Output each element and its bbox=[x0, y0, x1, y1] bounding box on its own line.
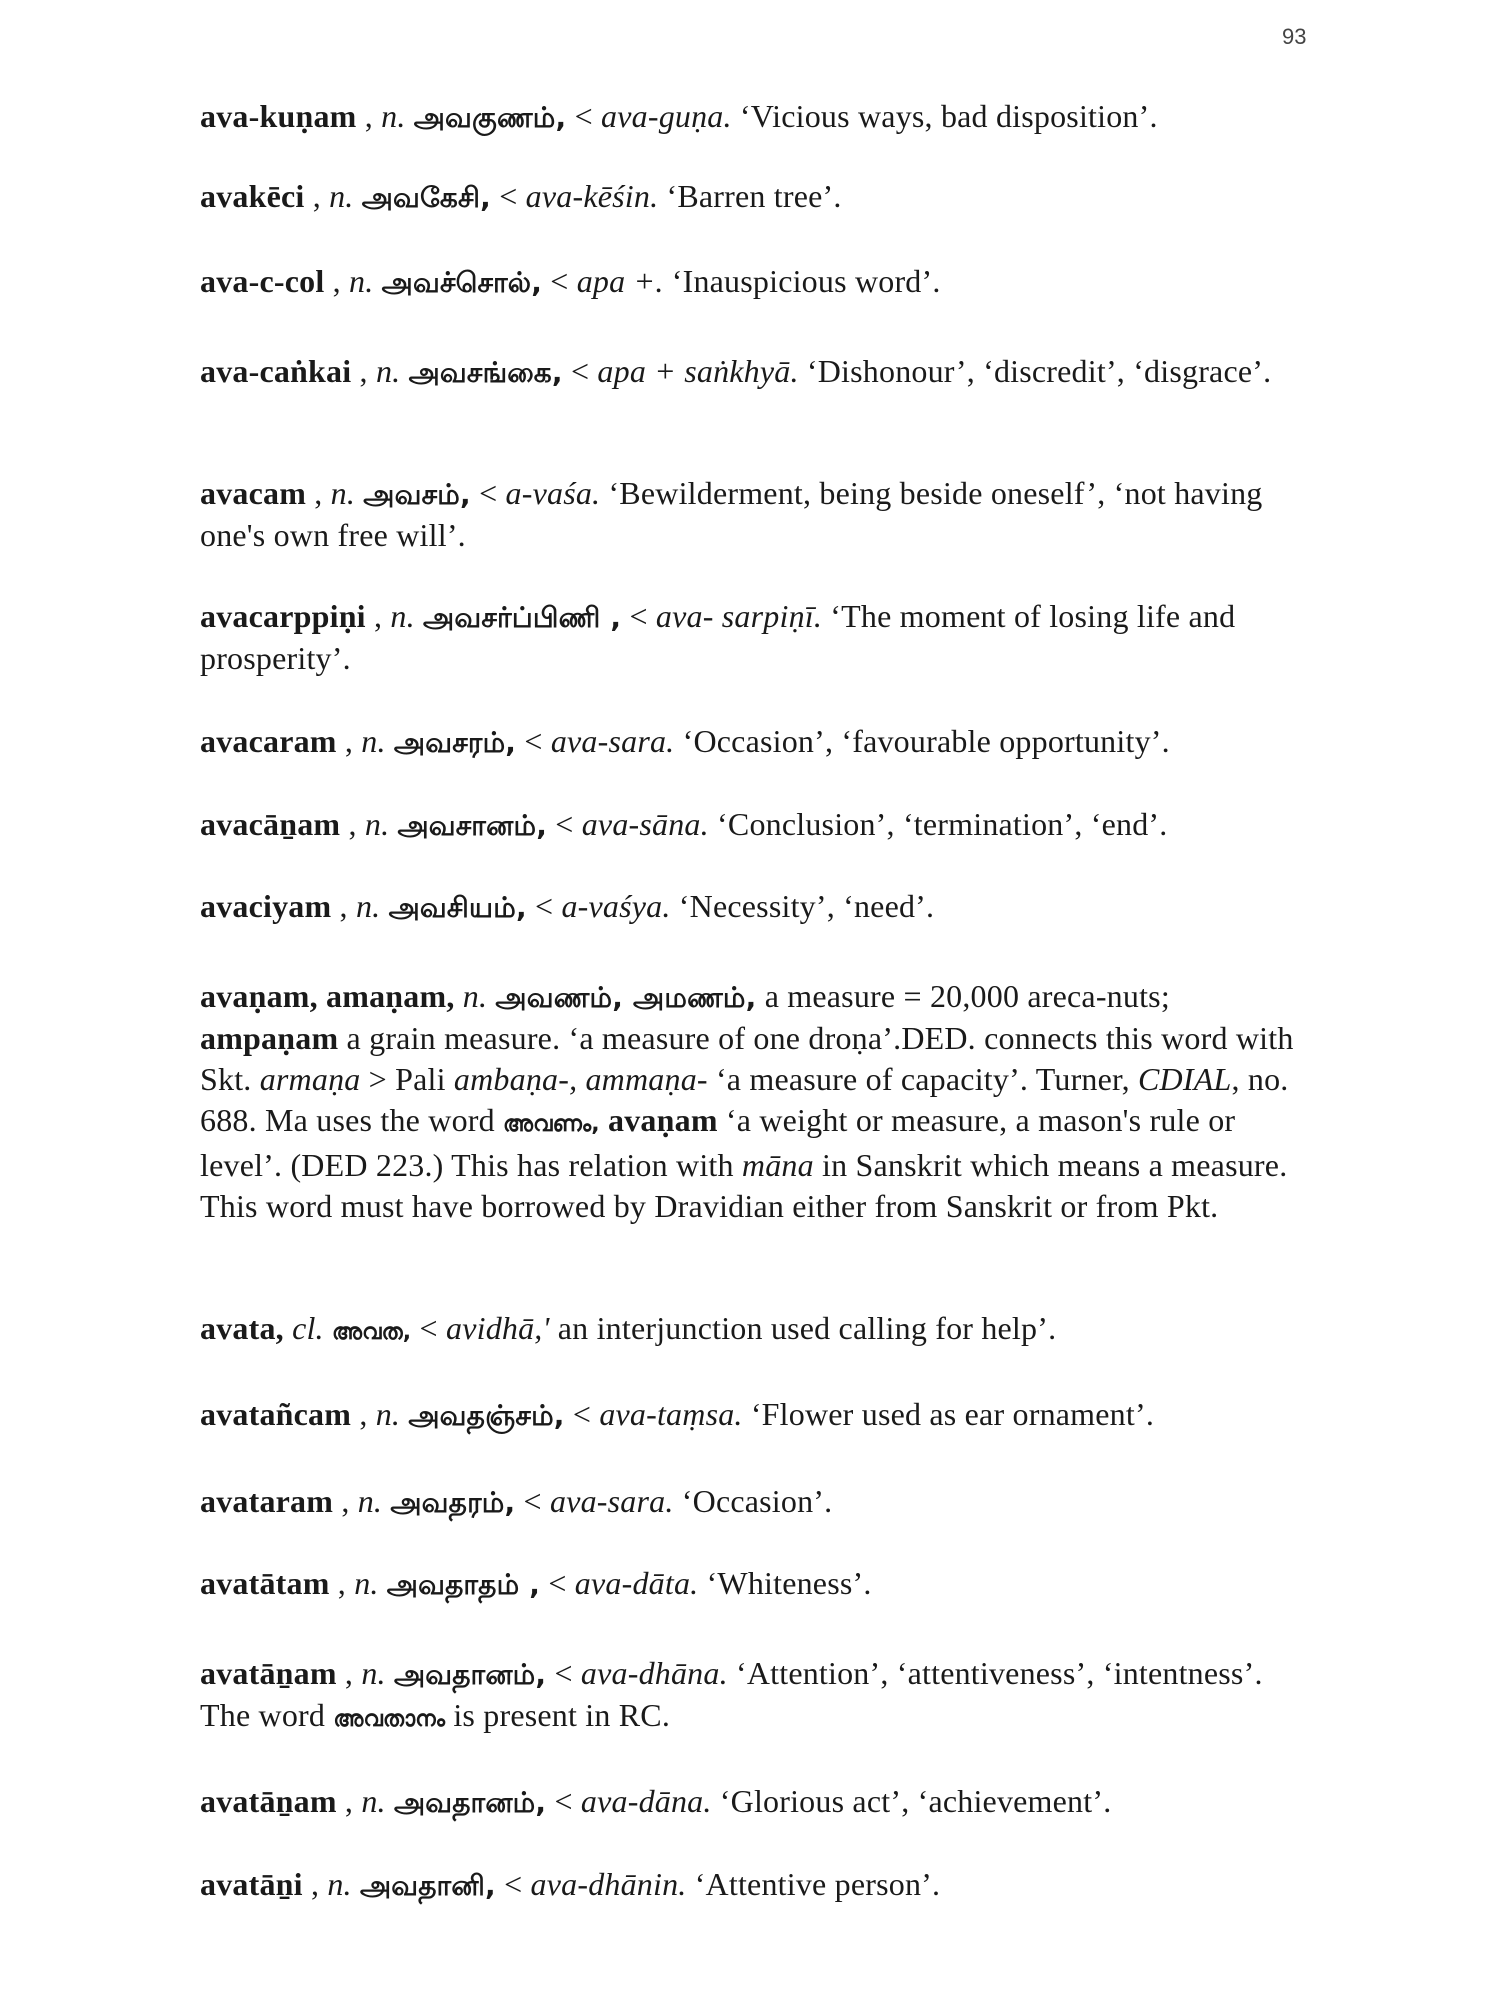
part-of-speech: cl. bbox=[292, 1310, 324, 1346]
tamil-form: அவதானம், bbox=[393, 1658, 547, 1691]
headword: avaciyam bbox=[200, 888, 332, 924]
entry-avatancam: avatañcam , n. அவதஞ்சம், < ava-taṃsa. ‘Flower used as ear ornament’. bbox=[200, 1396, 1155, 1432]
headword: avatāṉam bbox=[200, 1655, 337, 1691]
gloss: ‘Bewilderment, being beside oneself’, ‘not having one's own free will’. bbox=[200, 475, 1263, 553]
entry-avatatam: avatātam , n. அவதாதம் , < ava-dāta. ‘Whiteness’. bbox=[200, 1565, 872, 1601]
headword: avacaram bbox=[200, 723, 337, 759]
definition-text: ‘a measure of capacity’. Turner, bbox=[715, 1061, 1130, 1097]
tamil-form: அவதாதம் , bbox=[386, 1568, 541, 1601]
headword: avatāṉi bbox=[200, 1866, 303, 1902]
tamil-form: அவசானம், bbox=[397, 809, 548, 842]
malayalam-form: അവത, bbox=[331, 1320, 412, 1345]
part-of-speech: n. bbox=[349, 263, 374, 299]
tamil-form: அவதானம், bbox=[393, 1786, 547, 1819]
definition-text: a grain measure. ‘a measure of one droṇa’.DED. connects this word with Skt. bbox=[200, 1020, 1294, 1097]
headword: ava-kuṇam bbox=[200, 98, 357, 134]
part-of-speech: n. bbox=[361, 723, 386, 759]
entry-avakeci: avakēci , n. அவகேசி, < ava-kēśin. ‘Barren tree’. bbox=[200, 178, 842, 214]
headword: avacarppiṇi bbox=[200, 598, 366, 634]
tamil-form: அவதரம், bbox=[390, 1486, 516, 1519]
headword: avata, bbox=[200, 1310, 284, 1346]
sanskrit-form: māna bbox=[741, 1147, 814, 1183]
definition-text: > Pali bbox=[368, 1061, 446, 1097]
tamil-form: அவசியம், bbox=[388, 891, 527, 924]
gloss: ‘Attentive person’. bbox=[694, 1866, 941, 1902]
part-of-speech: n. bbox=[390, 598, 415, 634]
part-of-speech: n. bbox=[381, 98, 406, 134]
tamil-form: அவச்சொல், bbox=[381, 266, 543, 299]
malayalam-form: അവതാനം bbox=[333, 1707, 446, 1732]
gloss: ‘Barren tree’. bbox=[666, 178, 842, 214]
tamil-form: அவதானி, bbox=[359, 1869, 496, 1902]
entry-avatani: avatāṉi , n. அவதானி, < ava-dhānin. ‘Attentive person’. bbox=[200, 1866, 941, 1902]
malayalam-form: അവണം, bbox=[503, 1112, 600, 1137]
definition-text: a measure = 20,000 areca-nuts; bbox=[764, 978, 1170, 1014]
tamil-form: அவணம், அமணம், bbox=[495, 981, 757, 1014]
reference-title: CDIAL bbox=[1138, 1061, 1232, 1097]
part-of-speech: n. bbox=[375, 1396, 401, 1432]
gloss: ‘Flower used as ear ornament’. bbox=[750, 1396, 1155, 1432]
gloss: ‘Dishonour’, ‘discredit’, ‘disgrace’. bbox=[806, 353, 1272, 389]
tamil-form: அவசம், bbox=[363, 478, 471, 511]
source-form: ava- sarpiṇī. bbox=[655, 598, 823, 634]
source-form: ava-sāna. bbox=[581, 806, 709, 842]
definition-text: , no. 688. Ma uses the word bbox=[200, 1061, 1289, 1138]
gloss: ‘Vicious ways, bad disposition’. bbox=[739, 98, 1158, 134]
headword: ava-caṅkai bbox=[200, 353, 352, 389]
source-form: avidhā,' bbox=[446, 1310, 550, 1346]
source-form: ava-kēśin. bbox=[525, 178, 659, 214]
gloss: ‘Whiteness’. bbox=[706, 1565, 872, 1601]
source-form: apa +. bbox=[576, 263, 664, 299]
headword: avacam bbox=[200, 475, 307, 511]
related-headword: avaṇam bbox=[608, 1102, 718, 1138]
related-headword: ampaṇam bbox=[200, 1020, 339, 1056]
gloss: is present in RC. bbox=[453, 1697, 671, 1733]
part-of-speech: n. bbox=[354, 1565, 379, 1601]
headword: avatātam bbox=[200, 1565, 330, 1601]
headword: avatāṉam bbox=[200, 1783, 337, 1819]
definition-text: in Sanskrit which means a measure. This word must have borrowed by Dravidian either from Sanskrit or from Pkt. bbox=[200, 1147, 1288, 1224]
part-of-speech: n. bbox=[327, 1866, 352, 1902]
entry-avacam: avacam , n. அவசம், < a-vaśa. ‘Bewilderment, being beside oneself’, ‘not having one's own free will’. bbox=[200, 475, 1263, 553]
entry-ava-c-col: ava-c-col , n. அவச்சொல், < apa +. ‘Inauspicious word’. bbox=[200, 263, 941, 299]
pali-form: ambaṇa-, ammaṇa- bbox=[453, 1061, 708, 1097]
source-form: ava-guṇa. bbox=[601, 98, 732, 134]
definition-text: ‘a weight or measure, a mason's rule or level’. (DED 223.) This has relation with bbox=[200, 1102, 1236, 1183]
headword: avacāṉam bbox=[200, 806, 341, 842]
entry-avaciyam: avaciyam , n. அவசியம், < a-vaśya. ‘Necessity’, ‘need’. bbox=[200, 888, 935, 924]
source-form: apa + saṅkhyā. bbox=[597, 353, 799, 389]
entry-ava-cankai: ava-caṅkai , n. அவசங்கை, < apa + saṅkhyā. ‘Dishonour’, ‘discredit’, ‘disgrace’. bbox=[200, 353, 1272, 389]
tamil-form: அவசங்கை, bbox=[408, 356, 563, 389]
entry-ava-kunam: ava-kuṇam , n. அவகுணம், < ava-guṇa. ‘Vicious ways, bad disposition’. bbox=[200, 98, 1158, 134]
tamil-form: அவகேசி, bbox=[361, 181, 491, 214]
source-form: ava-sara. bbox=[550, 1483, 674, 1519]
part-of-speech: n. bbox=[361, 1783, 386, 1819]
entry-avacanam: avacāṉam , n. அவசானம், < ava-sāna. ‘Conclusion’, ‘termination’, ‘end’. bbox=[200, 806, 1168, 842]
headword: avatañcam bbox=[200, 1396, 352, 1432]
source-form: ava-dāta. bbox=[574, 1565, 699, 1601]
entry-avatanam-attention: avatāṉam , n. அவதானம், < ava-dhāna. ‘Attention’, ‘attentiveness’, ‘intentness’. The word അവതാനം is present in RC. bbox=[200, 1655, 1263, 1733]
source-form: ava-sara. bbox=[550, 723, 675, 759]
sanskrit-form: armaṇa bbox=[259, 1061, 361, 1097]
part-of-speech: n. bbox=[329, 178, 354, 214]
gloss: ‘Conclusion’, ‘termination’, ‘end’. bbox=[717, 806, 1168, 842]
source-form: a-vaśa. bbox=[505, 475, 601, 511]
gloss: ‘Occasion’. bbox=[681, 1483, 833, 1519]
tamil-form: அவதஞ்சம், bbox=[408, 1399, 565, 1432]
entry-avata: avata, cl. അവത, < avidhā,' an interjunction used calling for help’. bbox=[200, 1310, 1057, 1346]
entry-avatanam-achievement: avatāṉam , n. அவதானம், < ava-dāna. ‘Glorious act’, ‘achievement’. bbox=[200, 1783, 1112, 1819]
part-of-speech: n. bbox=[361, 1655, 386, 1691]
entry-avacarppini: avacarppiṇi , n. அவசர்ப்பிணி , < ava- sarpiṇī. ‘The moment of losing life and prosperity’. bbox=[200, 598, 1236, 676]
gloss: ‘Glorious act’, ‘achievement’. bbox=[719, 1783, 1112, 1819]
part-of-speech: n. bbox=[364, 806, 390, 842]
part-of-speech: n. bbox=[375, 353, 401, 389]
part-of-speech: n. bbox=[355, 888, 381, 924]
headword: avataram bbox=[200, 1483, 334, 1519]
part-of-speech: n. bbox=[462, 978, 488, 1014]
gloss: ‘Necessity’, ‘need’. bbox=[678, 888, 935, 924]
entry-avacaram: avacaram , n. அவசரம், < ava-sara. ‘Occasion’, ‘favourable opportunity’. bbox=[200, 723, 1170, 759]
part-of-speech: n. bbox=[330, 475, 356, 511]
gloss: ‘The moment of losing life and prosperity’. bbox=[200, 598, 1236, 676]
gloss: ‘Attention’, ‘attentiveness’, ‘intentness’. The word bbox=[200, 1655, 1263, 1733]
entry-avataram: avataram , n. அவதரம், < ava-sara. ‘Occasion’. bbox=[200, 1483, 833, 1519]
tamil-form: அவகுணம், bbox=[413, 101, 567, 134]
gloss: ‘Occasion’, ‘favourable opportunity’. bbox=[682, 723, 1170, 759]
source-form: a-vaśya. bbox=[561, 888, 671, 924]
source-form: ava-taṃsa. bbox=[599, 1396, 743, 1432]
headword: avaṇam, amaṇam, bbox=[200, 978, 455, 1014]
tamil-form: அவசரம், bbox=[393, 726, 517, 759]
page-number: 93 bbox=[1282, 24, 1307, 49]
headword: avakēci bbox=[200, 178, 305, 214]
tamil-form: அவசர்ப்பிணி , bbox=[423, 601, 622, 634]
source-form: ava-dāna. bbox=[580, 1783, 712, 1819]
source-form: ava-dhānin. bbox=[530, 1866, 687, 1902]
source-form: ava-dhāna. bbox=[580, 1655, 728, 1691]
headword: ava-c-col bbox=[200, 263, 325, 299]
gloss: an interjunction used calling for help’. bbox=[557, 1310, 1057, 1346]
entry-avanam bbox=[200, 976, 1310, 1227]
part-of-speech: n. bbox=[357, 1483, 383, 1519]
gloss: ‘Inauspicious word’. bbox=[671, 263, 941, 299]
